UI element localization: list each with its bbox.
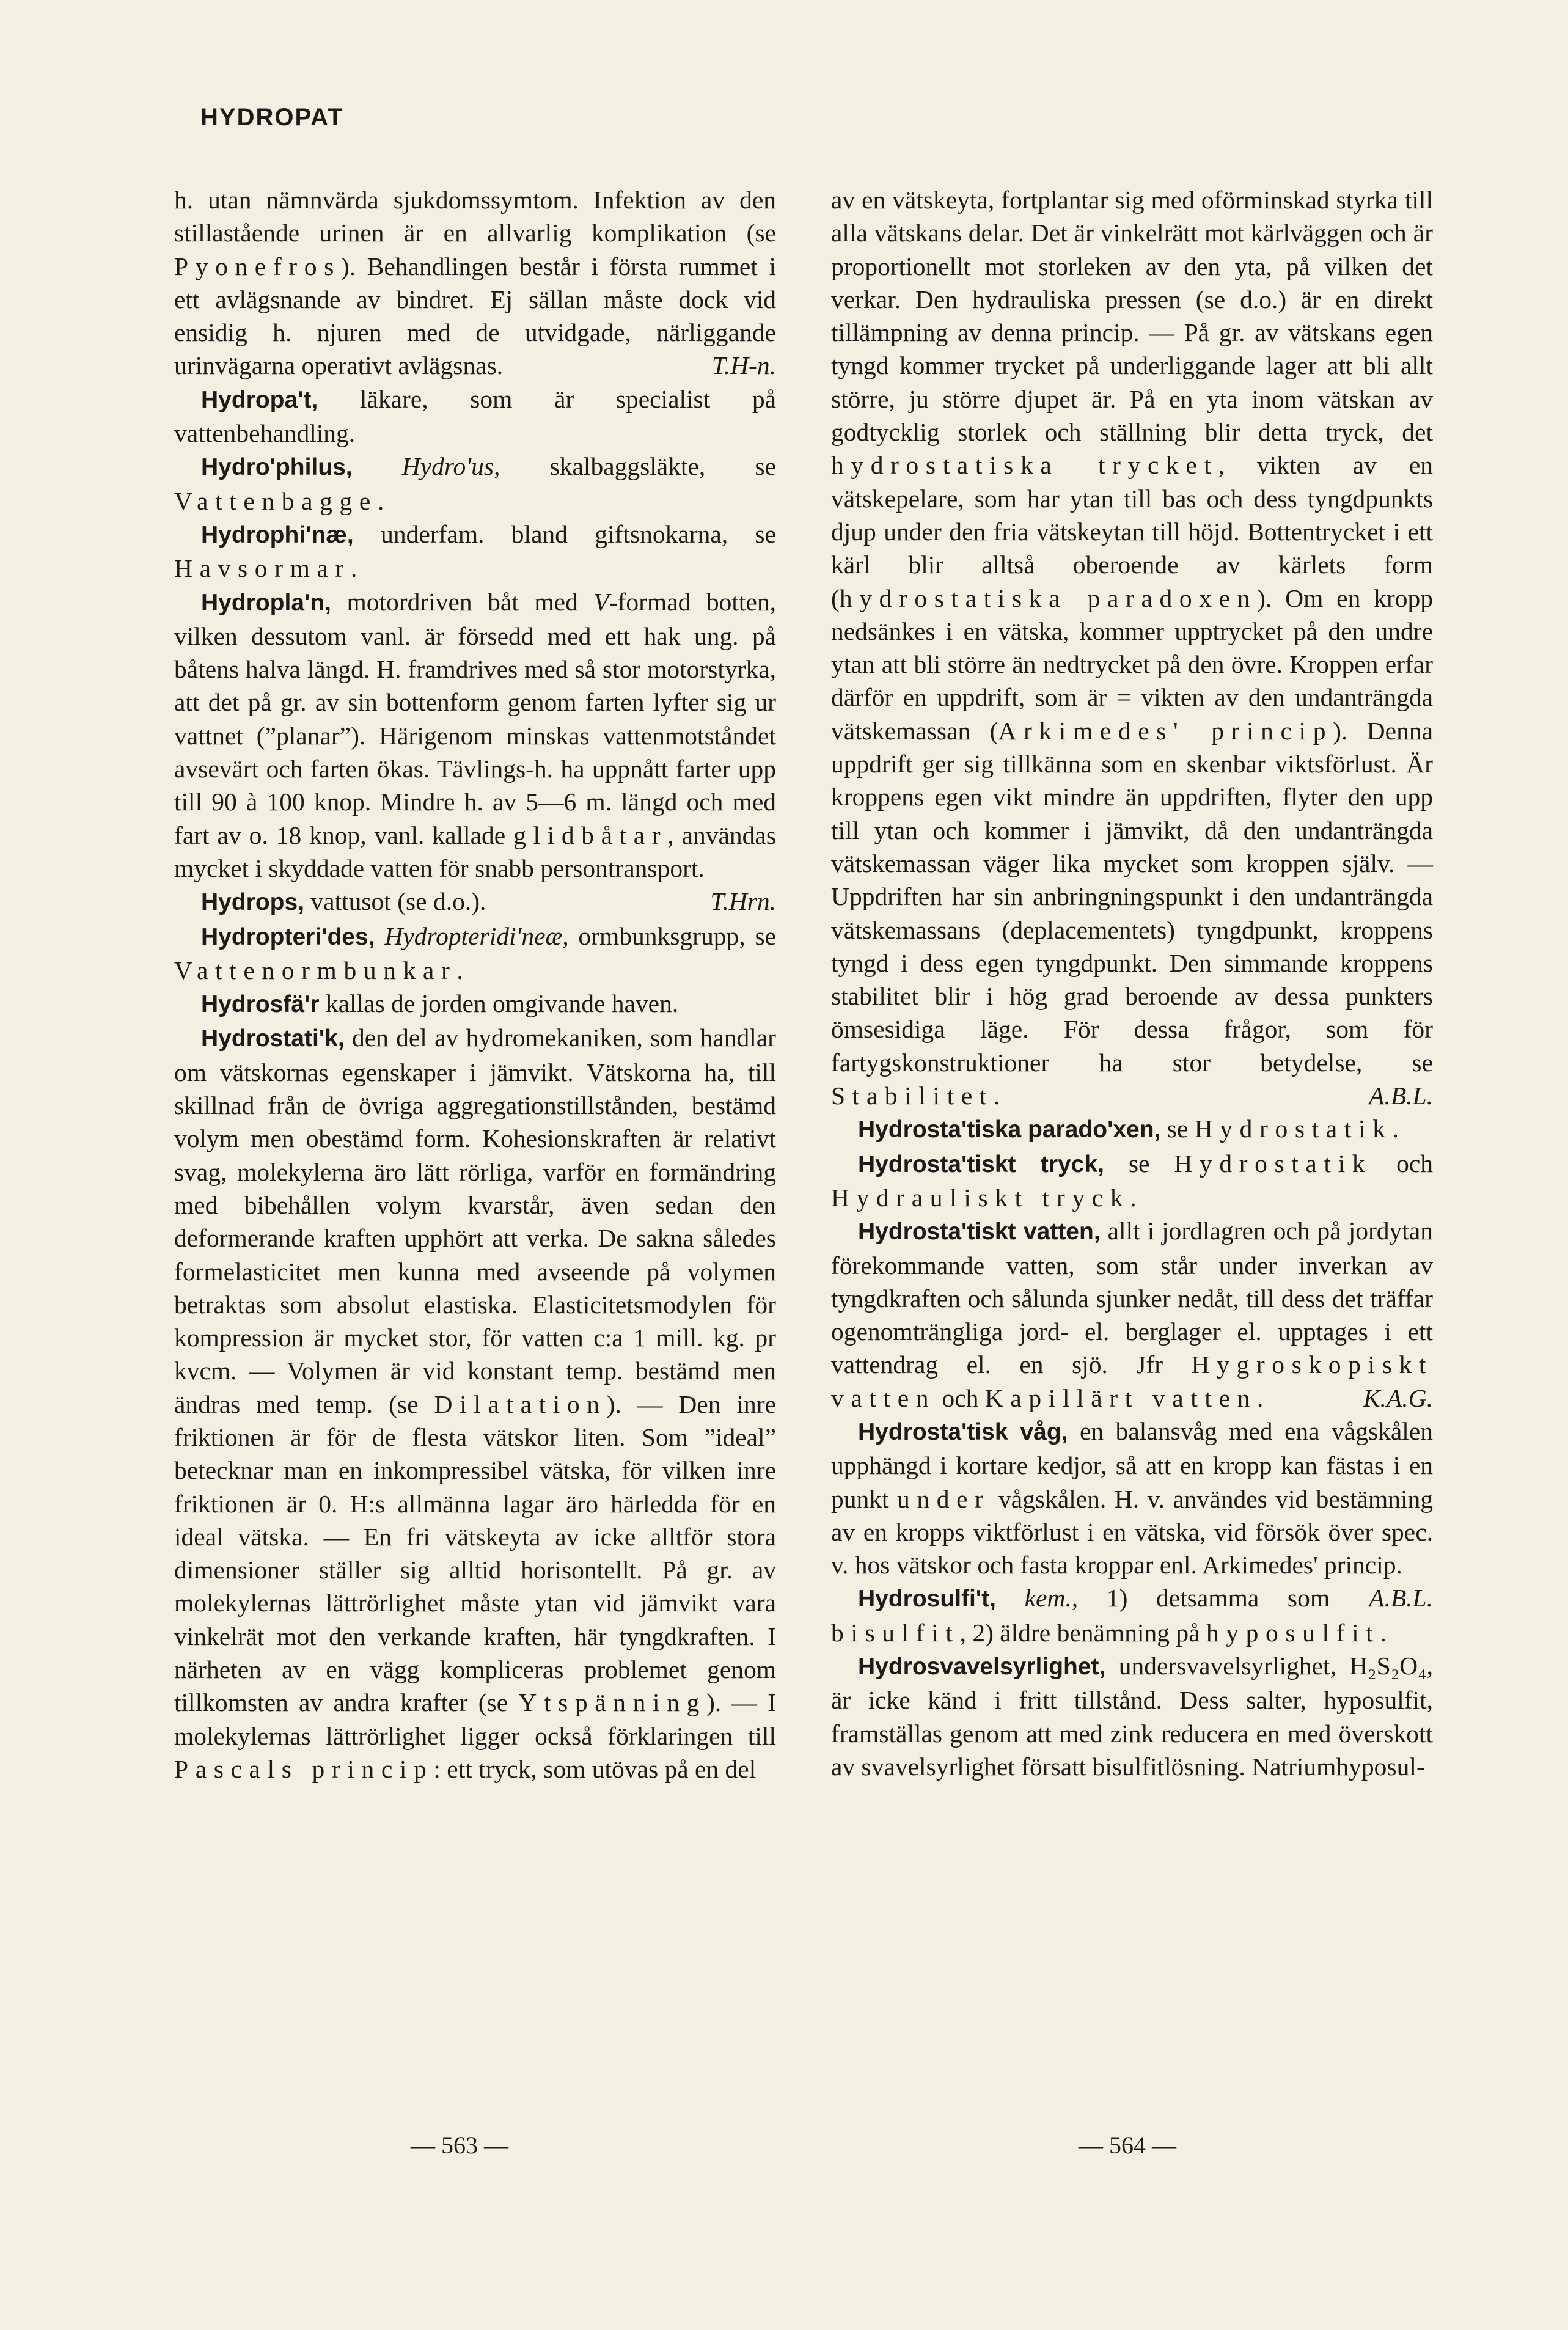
cross-reference: Dilatation bbox=[434, 1390, 607, 1418]
entry-text: : ett tryck, som utövas på en del bbox=[433, 1754, 757, 1783]
page-number-right: — 564 — bbox=[1079, 2131, 1176, 2159]
cross-reference: Stabilitet bbox=[831, 1082, 994, 1110]
dictionary-entry bbox=[174, 1021, 776, 1786]
italic-term: Hydropteridi'neæ, bbox=[384, 921, 569, 950]
cross-reference: Vattenormbunkar bbox=[174, 956, 457, 984]
entry-text: , användas mycket i skyddade vatten för snabb persontransport. bbox=[174, 821, 776, 882]
cross-reference: Hydrostatik bbox=[1174, 1149, 1372, 1178]
entry-headword: Hydrosulfi't, bbox=[858, 1586, 996, 1613]
cross-reference: hydrostatiska paradoxen bbox=[839, 584, 1258, 612]
entry-text: läkare, som är specialist på vattenbehandling. bbox=[174, 384, 776, 448]
entry-text bbox=[353, 452, 402, 480]
cross-reference: Ytspänning bbox=[518, 1688, 706, 1717]
entry-headword: Hydro'philus, bbox=[201, 454, 353, 481]
entry-text: , 2) äldre benämning på bbox=[959, 1618, 1206, 1647]
dictionary-entry bbox=[174, 450, 776, 518]
entry-text: ormbunksgrupp, se bbox=[568, 921, 777, 950]
entry-headword: Hydropa't, bbox=[201, 386, 318, 413]
entry-text: 1) detsamma som bbox=[1078, 1584, 1330, 1613]
italic-term: Hydro'us, bbox=[401, 452, 500, 481]
entry-text bbox=[375, 922, 385, 950]
cross-reference: Arkimedes' princip bbox=[998, 716, 1333, 745]
entry-text: en balansvåg med ena vågskålen upphängd i kortare kedjor, så att en kropp kan fästas i en punkt bbox=[831, 1416, 1433, 1513]
cross-reference: Hydrostatik bbox=[1194, 1115, 1393, 1143]
cross-reference: hyposulfit bbox=[1206, 1618, 1380, 1647]
entry-headword: Hydrophi'næ, bbox=[201, 521, 354, 548]
entry-text: ). Om en kropp nedsänkes i en vätska, kommer upptrycket på den undre ytan att bli större än nedtrycket på den övre. Kroppen erfar därför en uppdrift, som är = vikten av den undanträngda vätskemassan ( bbox=[831, 584, 1434, 745]
entry-headword: Hydropla'n, bbox=[201, 589, 331, 616]
entry-text: -formad botten, vilken dessutom vanl. är försedd med ett hak ung. på båtens halva längd. H. framdrives med så stor motorstyrka, att det på gr. av sin bottenform genom farten lyfter sig ur vattnet (”planar”). Härigenom minskas vattenmotståndet avsevärt och farten ökas. Tävlings-h. ha uppnått farter upp till 90 à 100 knop. Mindre h. av 5—6 m. längd och med fart av o. 18 knop, vanl. kallade bbox=[174, 587, 776, 849]
entry-continuation bbox=[831, 183, 1433, 1112]
entry-headword: Hydropteri'des, bbox=[201, 923, 375, 950]
dictionary-entry bbox=[174, 987, 776, 1021]
entry-text: ). Denna uppdrift ger sig tillkänna som en skenbar viktsförlust. Är kroppens egen vikt mindre än uppdriften, flyter den upp till ytan och kommer i jämvikt, då den undanträngda vätskemassan väger lika mycket som kroppen själv. — Uppdriften har sin anbringningspunkt i den undanträngda vätskemassans (deplacementets) tyngdpunkt, kroppens tyngd i dess egen tyngdpunkt. Den simmande kroppens stabilitet blir i hög grad beroende av dessa punkters ömsesidiga läge. För dessa frågor, som för fartygskonstruktioner ha stor betydelse, se bbox=[831, 716, 1433, 1077]
right-column bbox=[831, 183, 1433, 1783]
left-column bbox=[174, 183, 776, 1786]
entry-text: ). Behandlingen består i första rummet i ett avlägsnande av bindret. Ej sällan måste dock vid ensidig h. njuren med de utvidgade, närliggande urinvägarna operativt avlägsnas. bbox=[174, 252, 776, 380]
cross-reference: under bbox=[896, 1484, 991, 1513]
cross-reference: hydrostatiska trycket bbox=[831, 451, 1218, 480]
entry-text: ). — I molekylernas lättrörlighet ligger också förklaringen till bbox=[174, 1688, 776, 1750]
page-number-left: — 563 — bbox=[411, 2131, 508, 2159]
author-signature: T.Hrn. bbox=[710, 887, 776, 916]
dictionary-entry bbox=[831, 1214, 1433, 1415]
italic-term: V bbox=[593, 587, 609, 616]
author-signature: K.A.G. bbox=[1363, 1383, 1433, 1412]
entry-text: och bbox=[936, 1383, 985, 1412]
cross-reference: bisulfit bbox=[831, 1618, 960, 1647]
author-signature: A.B.L. bbox=[1369, 1584, 1433, 1613]
dictionary-entry bbox=[831, 1147, 1433, 1215]
cross-reference: Pyonefros bbox=[174, 252, 341, 280]
author-signature: A.B.L. bbox=[1369, 1082, 1433, 1110]
running-head: HYDROPAT bbox=[200, 104, 344, 131]
entry-text: allt i jordlagren och på jordytan förekommande vatten, som står under inverkan av tyngdkraften och sålunda sjunker nedåt, till dess det träffar ogenomträngliga jord- el. berglager el. upptages i ett vattendrag el. en sjö. Jfr bbox=[831, 1217, 1434, 1379]
entry-text: . bbox=[1257, 1383, 1264, 1412]
entry-text: . bbox=[350, 554, 357, 583]
entry-headword: Hydrosta'tisk våg, bbox=[858, 1418, 1068, 1445]
cross-reference: Kapillärt vatten bbox=[984, 1383, 1257, 1412]
entry-text: den del av hydromekaniken, som handlar om vätskornas egenskaper i jämvikt. Vätskorna ha, till skillnad från de övriga aggregationstillstånden, bestämd volym men obestämd form. Kohesionskraften är relativt svag, molekylerna äro lätt rörliga, varför en formändring med bibehållen volym kvarstår, även sedan den deformerande kraften upphört att verka. De sakna således formelasticitet men kunna med avseende på volymen betraktas som absolut elastiska. Elasticitetsmodylen för kompression är mycket stor, för vatten c:a 1 mill. kg. pr kvcm. — Volymen är vid konstant temp. bestämd men ändras med temp. (se bbox=[174, 1024, 776, 1418]
entry-text: ). — Den inre friktionen är för de flesta vätskor liten. Som ”ideal” betecknar man en inkompressibel vätska, för vilken inre friktionen är 0. H:s allmänna lagar äro härledda för en ideal vätska. — En fri vätskeyta av icke alltför stora dimensioner ställer sig alltid horisontellt. På gr. av molekylernas lättrörlighet måste ytan vid jämvikt vara vinkelrät mot den verkande kraften, här tyngdkraften. I närheten av en vägg kompliceras problemet genom tillkomsten av andra krafter (se bbox=[174, 1390, 776, 1717]
entry-headword: Hydrops, bbox=[201, 889, 305, 916]
entry-text: h. utan nämnvärda sjukdomssymtom. Infektion av den stillastående urinen är en allvarlig komplikation (se bbox=[174, 186, 776, 247]
entry-text: . bbox=[1380, 1618, 1387, 1647]
author-signature: T.H-n. bbox=[711, 351, 776, 380]
dictionary-entry bbox=[174, 383, 776, 450]
cross-reference: Havsormar bbox=[174, 554, 351, 583]
cross-reference: Hygroskopiskt vatten bbox=[831, 1350, 1433, 1412]
entry-text bbox=[996, 1584, 1025, 1612]
dictionary-entry bbox=[174, 518, 776, 585]
dictionary-entry bbox=[831, 1112, 1433, 1146]
entry-text: och bbox=[1372, 1149, 1433, 1178]
entry-text: , vikten av en vätskepelare, som har ytan till bas och dess tyngdpunkts djup under den fria vätskeytan till höjd. Bottentrycket i ett kärl blir alltså oberoende av kärlets form ( bbox=[831, 451, 1433, 612]
entry-continuation bbox=[174, 183, 776, 383]
entry-text: kallas de jorden omgivande haven. bbox=[319, 989, 679, 1018]
cross-reference: Hydrauliskt tryck bbox=[831, 1183, 1130, 1212]
entry-headword: Hydrosta'tiskt tryck, bbox=[858, 1151, 1104, 1178]
entry-headword: Hydrostati'k, bbox=[201, 1025, 345, 1052]
cross-reference: Vattenbagge bbox=[174, 486, 378, 515]
entry-headword: Hydrosta'tiska parado'xen, bbox=[858, 1116, 1161, 1143]
dictionary-entry bbox=[831, 1649, 1433, 1783]
entry-text: . bbox=[994, 1082, 1000, 1110]
entry-text: . bbox=[1130, 1183, 1137, 1212]
entry-text: . bbox=[456, 956, 463, 984]
entry-headword: Hydrosta'tiskt vatten, bbox=[858, 1218, 1101, 1245]
entry-text: se bbox=[1104, 1149, 1174, 1178]
dictionary-entry bbox=[174, 920, 776, 987]
entry-text: vattusot (se d.o.). bbox=[304, 887, 486, 916]
italic-term: kem., bbox=[1024, 1584, 1079, 1613]
entry-text: undersvavelsyrlighet, H₂S₂O₄, är icke känd i fritt tillstånd. Dess salter, hyposulfit, framställas genom att med zink reducera en med överskott av svavelsyrlighet försatt bisulfitlösning. Natriumhyposul- bbox=[831, 1652, 1433, 1781]
entry-text: . bbox=[1392, 1115, 1399, 1143]
entry-text: underfam. bland giftsnokarna, se bbox=[353, 519, 776, 548]
entry-headword: Hydrosfä'r bbox=[201, 991, 320, 1018]
cross-reference: Pascals princip bbox=[174, 1754, 434, 1783]
entry-text: vågskålen. H. v. användes vid bestämning av en kropps viktförlust i en vätska, vid försök över spec. v. hos vätskor och fasta kroppar enl. Arkimedes' princip. bbox=[831, 1484, 1434, 1580]
cross-reference: glidbåtar bbox=[513, 821, 668, 849]
entry-text: skalbaggsläkte, se bbox=[500, 452, 777, 481]
entry-text: se bbox=[1160, 1115, 1195, 1143]
entry-text: motordriven båt med bbox=[331, 587, 594, 616]
entry-text: av en vätskeyta, fortplantar sig med oförminskad styrka till alla vätskans delar. Det är vinkelrätt mot kärlväggen och är proportionellt mot storleken av den yta, på vilken det verkar. Den hydrauliska pressen (se d.o.) är en direkt tillämpning av denna princip. — På gr. av vätskans egen tyngd kommer trycket på underliggande lager att bli allt större, ju större djupet är. På en yta inom vätskan av godtycklig storlek och ställning blir detta tryck, det bbox=[831, 186, 1433, 447]
entry-text: . bbox=[377, 486, 384, 515]
entry-headword: Hydrosvavelsyrlighet, bbox=[858, 1654, 1106, 1680]
